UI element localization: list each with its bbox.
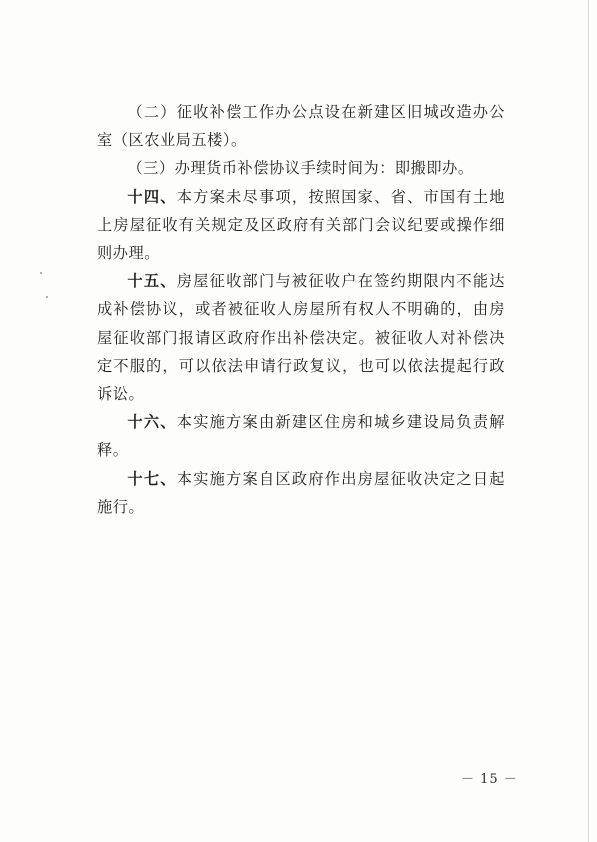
paragraph-office-location	[97, 98, 505, 154]
paragraph-lead: 十六、	[127, 413, 177, 432]
paragraph-text: 房屋征收部门与被征收户在签约期限内不能达成补偿协议，或者被征收人房屋所有权人不明确的，由房屋征收部门报请区政府作出补偿决定。被征收人对补偿决定不服的，可以依法申请行政复议，也可以依法提起行政诉讼。	[97, 272, 506, 404]
paragraph-text: 本方案未尽事项，按照国家、省、市国有土地上房屋征收有关规定及区政府有关部门会议纪要或操作细则办理。	[97, 187, 506, 263]
paragraph-lead: 十四、	[127, 187, 177, 206]
page-number: － 15 －	[461, 772, 518, 787]
document-body	[97, 98, 505, 521]
scan-speck	[40, 272, 42, 274]
scan-speck	[46, 296, 48, 298]
paragraph-item-17	[97, 465, 505, 521]
paragraph-text: 本实施方案自区政府作出房屋征收决定之日起施行。	[97, 469, 506, 516]
paragraph-item-16	[97, 408, 505, 464]
paragraph-item-14	[97, 183, 505, 268]
paragraph-lead: 十五、	[127, 272, 177, 291]
paragraph-lead: 十七、	[127, 469, 177, 488]
paragraph-text: （二）征收补偿工作办公点设在新建区旧城改造办公室（区农业局五楼）。	[97, 103, 505, 150]
paragraph-text: 本实施方案由新建区住房和城乡建设局负责解释。	[97, 413, 506, 460]
paragraph-text: （三）办理货币补偿协议手续时间为：即搬即办。	[127, 159, 474, 178]
page-edge-line	[588, 0, 589, 842]
paragraph-agreement-time	[97, 154, 505, 182]
paragraph-item-15	[97, 267, 505, 408]
